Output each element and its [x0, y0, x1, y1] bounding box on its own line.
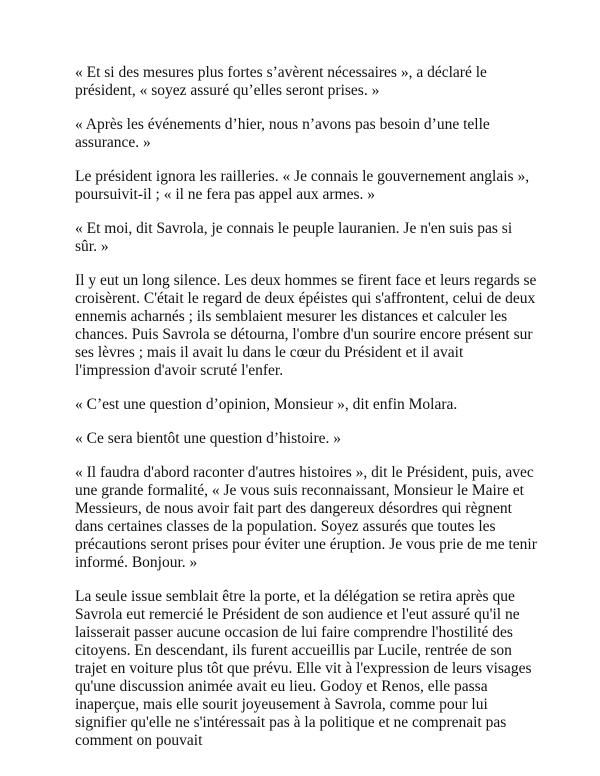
paragraph: La seule issue semblait être la porte, et la délégation se retira après que Savrola eut remercié le Président de son audience et l'eut assuré qu'il ne laisserait passer aucune occasion de lui faire comprendre l'hostilité des citoyens. En descendant, ils furent accueillis par Lucile, rentrée de son trajet en voiture plus tôt que prévu. Elle vit à l'expression de leurs visages qu'une discussion animée avait eu lieu. Godoy et Renos, elle passa inaperçue, mais elle sourit joyeusement à Savrola, comme pour lui signifier qu'elle ne s'intéressait pas à la politique et ne comprenait pas comment on pouvait: [75, 588, 532, 749]
paragraph: Il y eut un long silence. Les deux hommes se firent face et leurs regards se croisèrent. C'était le regard de deux épéistes qui s'affrontent, celui de deux ennemis acharnés ; ils semblaient mesurer les distances et calculer les chances. Puis Savrola se détourna, l'ombre d'un sourire encore présent sur ses lèvres ; mais il avait lu dans le cœur du Président et il avait l'impression d'avoir scruté l'enfer.: [75, 272, 537, 379]
paragraph: « Après les événements d’hier, nous n’avons pas besoin d’une telle assurance. »: [75, 116, 490, 151]
paragraph: « Ce sera bientôt une question d’histoire. »: [75, 430, 342, 447]
paragraph: Le président ignora les railleries. « Je connais le gouvernement anglais », poursuivit-il ; « il ne fera pas appel aux armes. »: [75, 168, 530, 203]
paragraph: « Il faudra d'abord raconter d'autres histoires », dit le Président, puis, avec une grande formalité, « Je vous suis reconnaissant, Monsieur le Maire et Messieurs, de nous avoir fait part des dangereux désordres qui règnent dans certaines classes de la population. Soyez assurés que toutes les précautions seront prises pour éviter une éruption. Je vous prie de me tenir informé. Bonjour. »: [75, 464, 537, 571]
document-page: [75, 64, 537, 766]
paragraph: « Et si des mesures plus fortes s’avèrent nécessaires », a déclaré le président, « soyez assuré qu’elles seront prises. »: [75, 64, 487, 99]
paragraph: « Et moi, dit Savrola, je connais le peuple lauranien. Je n'en suis pas si sûr. »: [75, 220, 513, 255]
paragraph: « C’est une question d’opinion, Monsieur », dit enfin Molara.: [75, 396, 458, 413]
